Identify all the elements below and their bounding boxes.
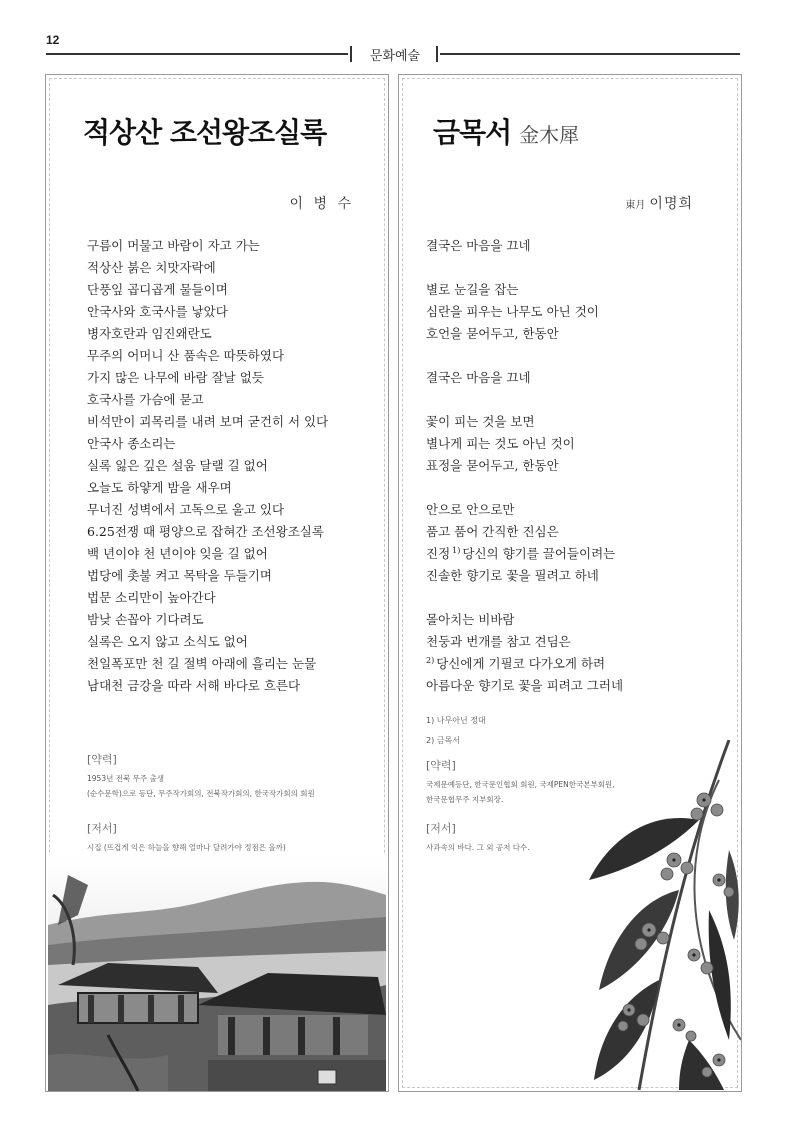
poem-line: 가지 많은 나무에 바람 잘날 없듯 [87,370,264,385]
poem-line [426,653,623,675]
poem-line: 병자호란과 임진왜란도 [87,326,212,341]
poem-line: 안국사 종소리는 [87,436,176,451]
author-works [426,820,530,855]
poem-line: 단풍잎 곱디곱게 물들이며 [87,282,228,297]
poem-line: 몰아치는 비바람 [426,612,515,627]
poem-line: 백 년이야 천 년이야 잊을 길 없어 [87,546,268,561]
temple-landscape-illustration [48,855,386,1091]
poem-line: 표정을 묻어두고, 한동안 [426,458,559,473]
poem-text: 당신의 향기를 끌어들이려는 [462,546,616,561]
poem-title-hanja: 金木犀 [519,123,580,147]
career-line: 국제문예등단, 한국문인협회 회원, 국제PEN한국본부회원, [426,780,615,789]
poem-line: 결국은 마음을 끄네 [426,370,531,385]
poem-line: 별나게 피는 것도 아닌 것이 [426,436,575,451]
poem-line: 남대천 금강을 따라 서해 바다로 흐른다 [87,678,301,693]
poem-line: 품고 품어 간직한 진심은 [426,524,559,539]
author-career [87,751,315,801]
poem-line: 호언을 묻어두고, 한동안 [426,326,559,341]
stanza-break [426,477,623,499]
poem-line: 구름이 머물고 바람이 자고 가는 [87,238,260,253]
poem-line: 천일폭포만 천 길 절벽 아래에 흘리는 눈물 [87,656,317,671]
works-heading: [저서] [426,822,456,835]
career-heading: [약력] [87,753,117,766]
poem-body [87,235,328,697]
poem-line: 오늘도 하얗게 밤을 새우며 [87,480,232,495]
poem-panel-left [45,74,389,1092]
author-name: 이명희 [649,196,693,212]
poem-line: 진솔한 향기로 꽃을 필려고 하네 [426,568,599,583]
career-line: 1953년 전북 무주 출생 [87,774,164,783]
works-line: 사과속의 바다. 그 외 공저 다수. [426,843,530,852]
poem-author [625,193,693,213]
poem-author: 이 병 수 [289,196,354,212]
poem-title [433,111,579,151]
poem-text: 진정 [426,546,451,561]
poem-line: 결국은 마음을 끄네 [426,238,531,253]
poem-line: 밤낮 손꼽아 기다려도 [87,612,204,627]
poem-line: 법당에 촛불 켜고 목탁을 두들기며 [87,568,272,583]
section-title: 문화예술 [369,49,421,64]
poem-line: 천둥과 번개를 참고 견딤은 [426,634,571,649]
footnote-marker: 2) [426,655,435,665]
poem-line: 안으로 안으로만 [426,502,515,517]
author-pen-name: 東月 [625,200,646,211]
stanza-break [426,587,623,609]
poem-line: 무주의 어머니 산 품속은 따뜻하였다 [87,348,285,363]
stanza-break [426,257,623,279]
poem-line: 안국사와 호국사를 낳았다 [87,304,228,319]
stanza-break [426,389,623,411]
poem-line: 아름다운 향기로 꽃을 피려고 그러네 [426,678,624,693]
poem-line: 법문 소리만이 높아간다 [87,590,216,605]
page-number: 12 [46,33,60,47]
footnote: 1) 나무아닌 정대 [426,716,486,725]
poem-body [426,235,623,697]
section-rule-right [440,53,740,55]
footnotes [426,711,486,751]
osmanthus-flower-illustration [579,740,741,1090]
poem-line: 비석만이 괴목리를 내려 보며 굳건히 서 있다 [87,414,329,429]
poem-line [426,543,623,565]
poem-line: 별로 눈길을 잡는 [426,282,519,297]
career-line: (순수문학)으로 등단, 무주작가회의, 전북작가회의, 한국작가회의 회원 [87,789,315,798]
career-heading: [약력] [426,759,456,772]
works-line: 시집 (뜨겁게 익은 하늘을 향해 얼마나 달려가야 정점은 올까) [87,843,286,852]
footnote: 2) 금목서 [426,736,460,745]
section-rule-left [46,53,348,55]
footnote-marker: 1) [452,545,461,555]
poem-line: 심란을 피우는 나무도 아닌 것이 [426,304,599,319]
works-heading: [저서] [87,822,117,835]
poem-text: 당신에게 기필코 다가오게 하려 [436,656,606,671]
poem-line: 6.25전쟁 때 평양으로 잡혀간 조선왕조실록 [87,524,324,539]
poem-title-text: 금목서 [433,116,512,149]
career-line: 한국문협무주 지부회장. [426,795,504,804]
poem-line: 적상산 붉은 치맛자락에 [87,260,216,275]
poem-line: 호국사를 가슴에 묻고 [87,392,204,407]
poem-line: 실록 잃은 깊은 설움 달랠 길 없어 [87,458,268,473]
section-rule-tick-right [436,46,438,62]
poem-line: 무너진 성벽에서 고독으로 울고 있다 [87,502,285,517]
poem-line: 꽃이 피는 것을 보면 [426,414,535,429]
poem-line: 실록은 오지 않고 소식도 없어 [87,634,248,649]
poem-panel-right [398,74,742,1092]
poem-title: 적상산 조선왕조실록 [83,116,327,149]
stanza-break [426,345,623,367]
